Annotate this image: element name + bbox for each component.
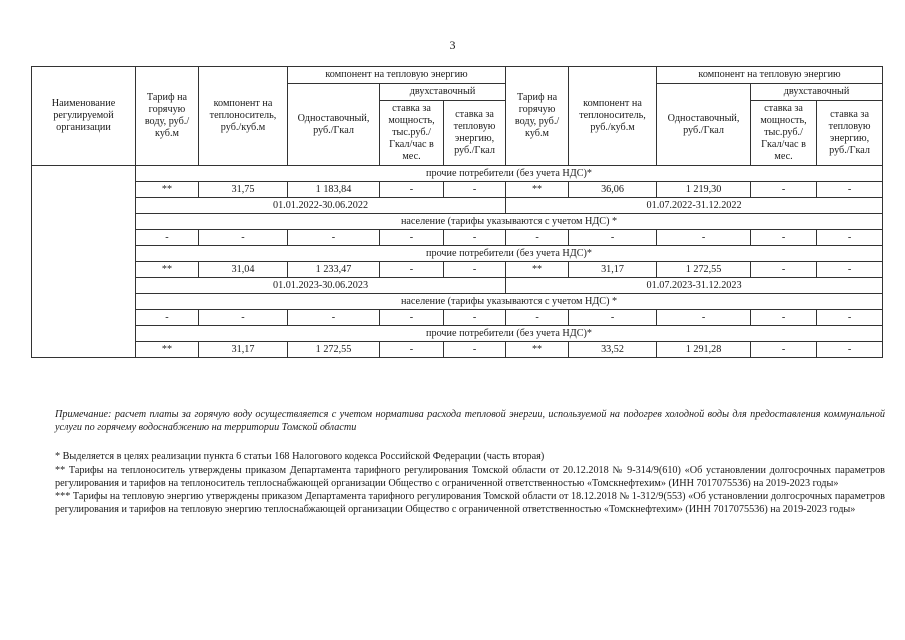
header-capacity-rate: ставка за мощность, тыс.руб./ Гкал/час в мес. <box>380 101 444 166</box>
header-two-part-2: двухставочный <box>751 84 883 101</box>
table-cell: - <box>199 310 288 326</box>
table-cell: 1 272,55 <box>657 262 751 278</box>
header-coolant-component-2: компонент на теплоноситель, руб./куб.м <box>569 67 657 166</box>
table-cell: - <box>569 230 657 246</box>
table-cell: - <box>136 230 199 246</box>
footnote-2: ** Тарифы на теплоноситель утверждены приказом Департамента тарифного регулирования Томской области от 20.12.2018 № 9-314/9(610) «Об установлении долгосрочных параметров регулирования и тарифов на теплоноситель теплоснабжающей организации Общество с ограниченной ответственностью «Томскнефтехим» (ИНН 7017075536) на 2019-2023 годы» <box>55 464 885 489</box>
table-row <box>32 182 883 198</box>
table-cell: - <box>751 230 817 246</box>
header-two-part: двухставочный <box>380 84 506 101</box>
table-cell: ** <box>136 342 199 358</box>
note-text: Примечание: расчет платы за горячую воду осуществляется с учетом норматива расхода тепловой энергии, используемой на подогрев холодной воды для предоставления коммунальной услуги по горячему водоснабжению на территории Томской области <box>55 409 885 433</box>
table-cell: - <box>751 342 817 358</box>
table-cell: - <box>380 262 444 278</box>
period-label: 01.07.2023-31.12.2023 <box>506 278 883 294</box>
table-cell: - <box>657 230 751 246</box>
header-energy-rate-2: ставка за тепловую энергию, руб./Гкал <box>817 101 883 166</box>
table-row <box>32 310 883 326</box>
header-hot-water-tariff-2: Тариф на горячую воду, руб./куб.м <box>506 67 569 166</box>
table-cell: - <box>817 230 883 246</box>
footnotes <box>55 451 885 518</box>
table-cell: - <box>199 230 288 246</box>
section-label: прочие потребители (без учета НДС)* <box>136 246 883 262</box>
section-label: население (тарифы указываются с учетом НДС) * <box>136 294 883 310</box>
footnote-1: * Выделяется в целях реализации пункта 6 статьи 168 Налогового кодекса Российской Федерации (часть вторая) <box>55 451 545 462</box>
header-capacity-rate-2: ставка за мощность, тыс.руб./ Гкал/час в мес. <box>751 101 817 166</box>
table-row <box>32 230 883 246</box>
table-cell: - <box>569 310 657 326</box>
header-coolant-component: компонент на теплоноситель, руб./куб.м <box>199 67 288 166</box>
table-cell: - <box>380 182 444 198</box>
table-cell: - <box>444 182 506 198</box>
table-cell: 1 291,28 <box>657 342 751 358</box>
period-label: 01.07.2022-31.12.2022 <box>506 198 883 214</box>
tariff-table <box>31 66 883 358</box>
table-cell: 1 272,55 <box>288 342 380 358</box>
table-cell: ** <box>506 342 569 358</box>
table-cell: - <box>751 182 817 198</box>
table-cell: - <box>444 310 506 326</box>
header-heat-component: компонент на тепловую энергию <box>288 67 506 84</box>
table-cell: - <box>506 230 569 246</box>
page-number: 3 <box>449 38 456 52</box>
section-label: население (тарифы указываются с учетом НДС) * <box>136 214 883 230</box>
table-cell: 1 219,30 <box>657 182 751 198</box>
table-row <box>32 278 883 294</box>
table-row <box>32 294 883 310</box>
table-row <box>32 246 883 262</box>
table-cell: ** <box>136 182 199 198</box>
table-cell: - <box>444 342 506 358</box>
header-single-rate: Одноставочный, руб./Гкал <box>288 84 380 166</box>
header-heat-component-2: компонент на тепловую энергию <box>657 67 883 84</box>
table-cell: - <box>288 230 380 246</box>
table-row <box>32 198 883 214</box>
table-cell: 1 183,84 <box>288 182 380 198</box>
table-cell: - <box>657 310 751 326</box>
table-row <box>32 166 883 182</box>
header-energy-rate: ставка за тепловую энергию, руб./Гкал <box>444 101 506 166</box>
table-cell: 31,17 <box>199 342 288 358</box>
table-cell: 1 233,47 <box>288 262 380 278</box>
table-cell: - <box>380 310 444 326</box>
section-label: прочие потребители (без учета НДС)* <box>136 326 883 342</box>
table-cell: - <box>751 310 817 326</box>
table-cell: - <box>817 342 883 358</box>
table-cell: 31,75 <box>199 182 288 198</box>
table-cell: - <box>817 182 883 198</box>
table-row <box>32 342 883 358</box>
table-cell: - <box>817 262 883 278</box>
table-cell: ** <box>506 182 569 198</box>
table-cell: 36,06 <box>569 182 657 198</box>
section-label: прочие потребители (без учета НДС)* <box>136 166 883 182</box>
table-cell: 31,17 <box>569 262 657 278</box>
table-cell: 33,52 <box>569 342 657 358</box>
table-cell: - <box>380 230 444 246</box>
table-cell: - <box>444 230 506 246</box>
table-cell: - <box>506 310 569 326</box>
table-cell: - <box>136 310 199 326</box>
header-org-name: Наименование регулируемой организации <box>32 67 136 166</box>
period-label: 01.01.2022-30.06.2022 <box>136 198 506 214</box>
table-cell: - <box>380 342 444 358</box>
table-cell: - <box>444 262 506 278</box>
table-cell: 31,04 <box>199 262 288 278</box>
table-cell: - <box>288 310 380 326</box>
note-paragraph <box>55 409 885 435</box>
period-label: 01.01.2023-30.06.2023 <box>136 278 506 294</box>
footnote-3: *** Тарифы на тепловую энергию утверждены приказом Департамента тарифного регулирования Томской области от 18.12.2018 № 1-312/9(553) «Об установлении долгосрочных параметров регулирования и тарифов на тепловую энергию теплоснабжающей организации Общество с ограниченной ответственностью «Томскнефтехим» (ИНН 7017075536) на 2019-2023 годы» <box>55 491 885 515</box>
table-cell: - <box>817 310 883 326</box>
header-single-rate-2: Одноставочный, руб./Гкал <box>657 84 751 166</box>
table-row <box>32 326 883 342</box>
header-hot-water-tariff: Тариф на горячую воду, руб./куб.м <box>136 67 199 166</box>
table-cell: ** <box>506 262 569 278</box>
table-cell: - <box>751 262 817 278</box>
table-row <box>32 262 883 278</box>
table-row <box>32 214 883 230</box>
org-name-cell <box>32 166 136 358</box>
table-cell: ** <box>136 262 199 278</box>
